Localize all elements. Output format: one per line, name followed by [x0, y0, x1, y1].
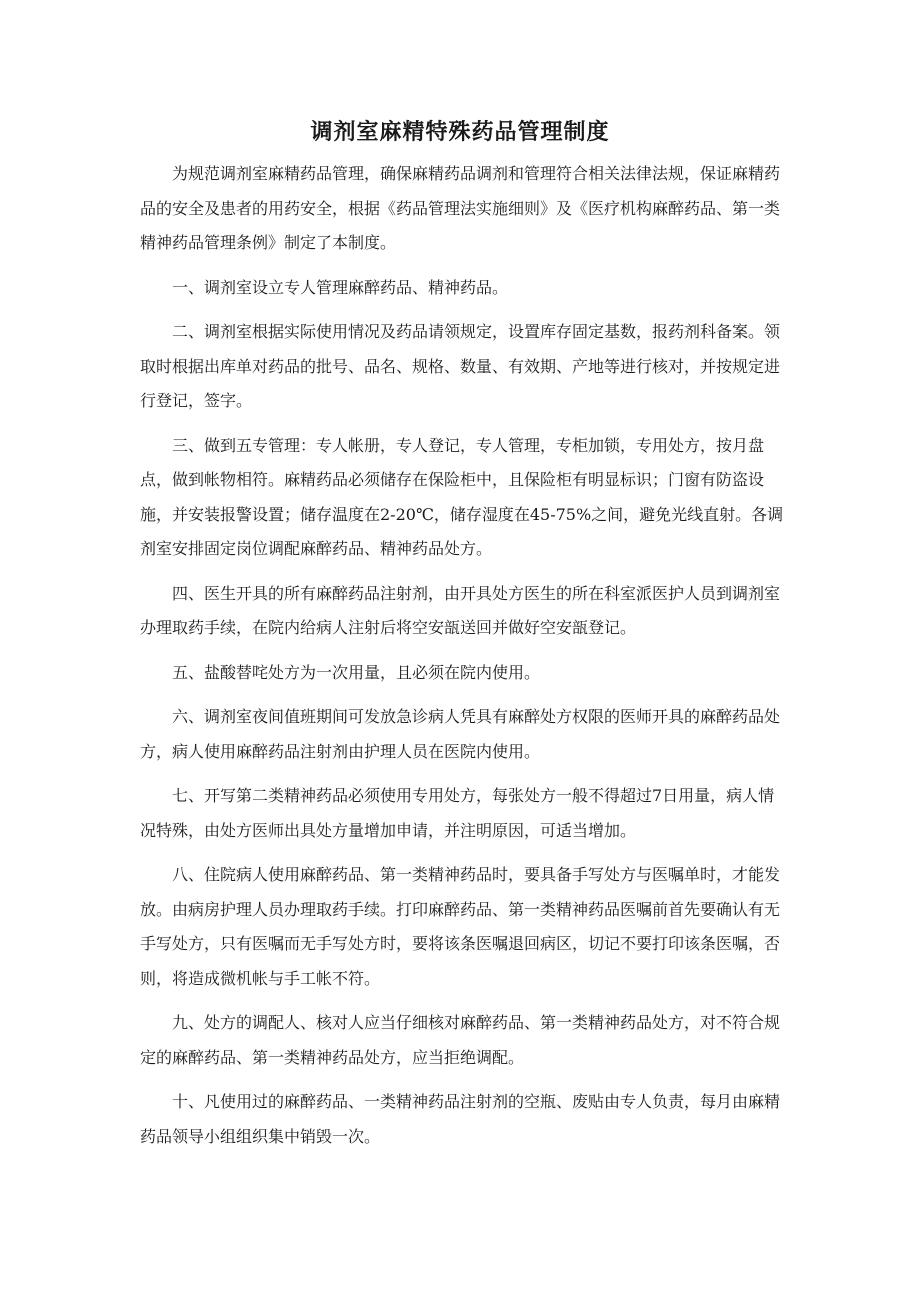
- intro-paragraph: 为规范调剂室麻精药品管理，确保麻精药品调剂和管理符合相关法律法规，保证麻精药品的安全及患者的用药安全，根据《药品管理法实施细则》及《医疗机构麻醉药品、第一类精神药品管理条例》制定了本制度。: [140, 164, 781, 252]
- clause-6-paragraph: 六、调剂室夜间值班期间可发放急诊病人凭具有麻醉处方权限的医师开具的麻醉药品处方，病人使用麻醉药品注射剂由护理人员在医院内使用。: [140, 707, 781, 761]
- clause-1-paragraph: 一、调剂室设立专人管理麻醉药品、精神药品。: [172, 277, 509, 297]
- document-title: 调剂室麻精特殊药品管理制度: [310, 120, 610, 145]
- clause-3-paragraph: 三、做到五专管理：专人帐册，专人登记，专人管理，专柜加锁，专用处方，按月盘点，做到帐物相符。麻精药品必须储存在保险柜中，且保险柜有明显标识；门窗有防盗设施，并安装报警设置；储存温度在2-20℃，储存湿度在45-75%之间，避免光线直射。各调剂室安排固定岗位调配麻醉药品、精神药品处方。: [140, 435, 784, 558]
- clause-8-paragraph: 八、住院病人使用麻醉药品、第一类精神药品时，要具备手写处方与医嘱单时，才能发放。由病房护理人员办理取药手续。打印麻醉药品、第一类精神药品医嘱前首先要确认有无手写处方，只有医嘱而无手写处方时，要将该条医嘱退回病区，切记不要打印该条医嘱，否则，将造成微机帐与手工帐不符。: [140, 865, 781, 988]
- clause-4-paragraph: 四、医生开具的所有麻醉药品注射剂，由开具处方医生的所在科室派医护人员到调剂室办理取药手续，在院内给病人注射后将空安瓿送回并做好空安瓿登记。: [140, 583, 781, 637]
- clause-2-paragraph: 二、调剂室根据实际使用情况及药品请领规定，设置库存固定基数，报药剂科备案。领取时根据出库单对药品的批号、品名、规格、数量、有效期、产地等进行核对，并按规定进行登记，签字。: [140, 322, 781, 410]
- document-body: [140, 157, 790, 1164]
- clause-5-paragraph: 五、盐酸替咤处方为一次用量，且必须在院内使用。: [172, 662, 541, 682]
- clause-10-paragraph: 十、凡使用过的麻醉药品、一类精神药品注射剂的空瓶、废贴由专人负责，每月由麻精药品领导小组组织集中销毁一次。: [140, 1092, 781, 1146]
- clause-7-paragraph: 七、开写第二类精神药品必须使用专用处方，每张处方一般不得超过7日用量，病人情况特殊，由处方医师出具处方量增加申请，并注明原因，可适当增加。: [140, 786, 775, 840]
- clause-9-paragraph: 九、处方的调配人、核对人应当仔细核对麻醉药品、第一类精神药品处方，对不符合规定的麻醉药品、第一类精神药品处方，应当拒绝调配。: [140, 1013, 781, 1067]
